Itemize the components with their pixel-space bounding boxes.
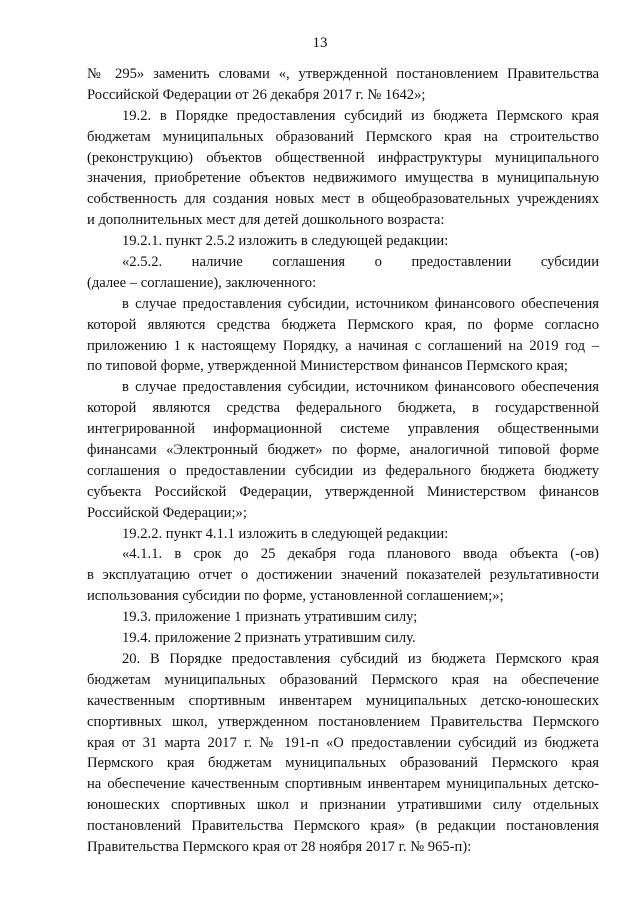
text-line: (реконструкцию) объектов общественной инфраструктуры муниципального <box>87 149 599 166</box>
text-line: по типовой форме, утвержденной Министерством финансов Пермского края; <box>87 358 568 375</box>
text-line: Российской Федерации от 26 декабря 2017 г. № 1642»; <box>87 86 426 103</box>
text-line: 19.2. в Порядке предоставления субсидий из бюджета Пермского края <box>122 107 599 124</box>
text-line: субъекта Российской Федерации, утвержденной Министерством финансов <box>87 483 599 500</box>
text-line: качественным спортивным инвентарем муниципальных детско-юношеских <box>87 692 599 709</box>
text-line: Российской Федерации;»; <box>87 504 247 521</box>
text-line: юношеских спортивных школ и признании утратившими силу отдельных <box>87 797 599 814</box>
text-line: бюджетам муниципальных образований Пермского края на обеспечение <box>87 671 599 688</box>
text-line: и дополнительных мест для детей дошкольного возраста: <box>87 212 445 229</box>
text-line: соглашения о предоставлении субсидии из федерального бюджета бюджету <box>87 462 599 479</box>
text-line: интегрированной информационной системе управления общественными <box>87 421 599 438</box>
text-line: Правительства Пермского края от 28 ноября 2017 г. № 965-п): <box>87 838 472 855</box>
text-line: 19.2.1. пункт 2.5.2 изложить в следующей редакции: <box>122 233 449 250</box>
text-line: в случае предоставления субсидии, источником финансового обеспечения <box>122 379 599 396</box>
text-line: Пермского края бюджетам муниципальных образований Пермского края <box>87 755 599 772</box>
text-line: на обеспечение качественным спортивным инвентарем муниципальных детско- <box>87 776 599 793</box>
text-line: постановлений Правительства Пермского края» (в редакции постановления <box>87 818 599 835</box>
text-line: (далее – соглашение), заключенного: <box>87 274 317 291</box>
text-line: края от 31 марта 2017 г. № 191-п «О предоставлении субсидий из бюджета <box>87 734 599 751</box>
page-number: 13 <box>312 35 328 51</box>
text-line: значения, приобретение объектов недвижимого имущества в муниципальную <box>87 170 599 187</box>
text-line: финансами «Электронный бюджет» по форме, аналогичной типовой форме <box>87 442 599 459</box>
text-line: в эксплуатацию отчет о достижении значений показателей результативности <box>87 567 599 584</box>
text-line: 20. В Порядке предоставления субсидий из бюджета Пермского края <box>122 650 599 667</box>
text-line: использования субсидии по форме, установленной соглашением;»; <box>87 588 504 605</box>
text-line: «4.1.1. в срок до 25 декабря года планового ввода объекта (-ов) <box>122 546 599 563</box>
text-line: 19.3. приложение 1 признать утратившим силу; <box>122 609 418 626</box>
document-body <box>87 64 599 858</box>
text-line: «2.5.2. наличие соглашения о предоставлении субсидии <box>122 254 599 271</box>
text-line: собственность для создания новых мест в общеобразовательных учреждениях <box>87 191 599 208</box>
text-line: в случае предоставления субсидии, источником финансового обеспечения <box>122 295 599 312</box>
text-line: 19.2.2. пункт 4.1.1 изложить в следующей редакции: <box>122 525 449 542</box>
text-line: № 295» заменить словами «, утвержденной постановлением Правительства <box>87 66 599 82</box>
text-line: бюджетам муниципальных образований Пермского края на строительство <box>87 128 599 145</box>
text-line: которой являются средства бюджета Пермского края, по форме согласно <box>87 316 599 333</box>
text-line: приложению 1 к настоящему Порядку, а начиная с соглашений на 2019 год – <box>87 337 599 354</box>
text-line: 19.4. приложение 2 признать утратившим силу. <box>122 630 416 647</box>
text-line: которой являются средства федерального бюджета, в государственной <box>87 400 599 417</box>
text-line: спортивных школ, утвержденном постановлением Правительства Пермского <box>87 713 599 730</box>
